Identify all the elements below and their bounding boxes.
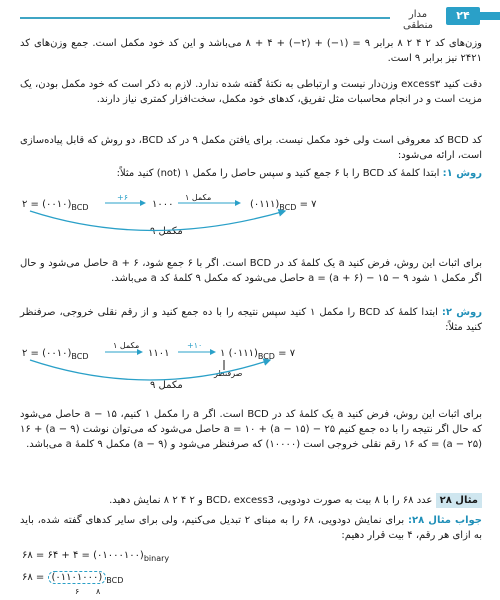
answer-28 [20,513,482,543]
m2-arrow-comp9 [30,360,270,380]
page-number: ۲۴ [446,7,480,25]
m2-ignore-label: صرفنظر [214,369,243,378]
paragraph-excess3: دقت کنید excess۳ وزن‌دار نیست و ارتباطی به نکتهٔ گفته شده ندارد. لازم به ذکر است که خود مکمل بودن، یک مزیت است و در انجام محاسبات مثل تفریق، کدهای خود مکمل، سخت‌افزار کمتری نیاز دارند. [20,79,482,105]
example-28 [20,493,482,508]
m1-right-expr: $(۰۱۱۱)_{BCD}$ = ۷ [250,199,317,212]
digit-six: ۶ [75,587,80,596]
method1-text: ابتدا کلمهٔ کد BCD را با ۶ جمع کنید و سپس حاصل را مکمل ۱ (not) کنید مثلاً: [116,168,440,179]
digit-eight: ۸ [96,587,101,596]
paragraph-proof2: برای اثبات این روش، فرض کنید a یک کلمهٔ کد در BCD است. اگر a را مکمل ۱ کنیم، a − ۱۵ حاصل می‌شود که حال اگر نتیجه را با ده جمع کنیم ۲۵ − a = ۱۰ + (a − ۱۵) حاصل می‌شود که می‌توان نوشت (a − ۹) + ۱۶ = (a − ۲۵) که ۱۶ رقم نقلی خروجی است (۱۰۰۰۰) که صرفنظر می‌شود و (a − ۹) مکمل ۹ کلمهٔ a می‌باشد. [20,409,483,450]
example-text: عدد ۶۸ را با ۸ بیت به صورت دودویی، BCD، excess3 و ۲ ۴ ۲ ۸ نمایش دهید. [109,495,433,506]
m2-right-expr: ۱ $(۰۱۱۱)_{BCD}$ = ۷ [220,348,296,361]
m1-plus6-label: +۶ [117,193,128,202]
m1-left-expr: ۲ = $(۰۰۱۰)_{BCD}$ [22,199,89,212]
method2-text: ابتدا کلمهٔ کد BCD را مکمل ۱ کنید سپس نتیجه را با ده جمع کنید و از رقم نقلی خروجی، صرفنظر کنید مثلاً: [20,307,482,333]
m1-comp9-label: مکمل ۹ [150,226,183,237]
method2-label: روش ۲: [441,307,482,318]
m2-left-expr: ۲ = $(۰۰۱۰)_{BCD}$ [22,348,89,361]
chapter-title: مدار منطقی [403,9,433,31]
m1-comp1-label: مکمل ۱ [185,193,212,202]
m2-mid-value: ۱۱۰۱ [148,348,170,359]
answer-text: برای نمایش دودویی، ۶۸ را به مبنای ۲ تبدیل می‌کنیم، ولی برای سایر کدهای گفته شده، باید به ازای هر رقم، ۴ بیت قرار دهیم: [20,515,482,541]
answer-eq-bcd: ۶۸ = (۰۱۱۰۱۰۰۰) $_{BCD}$ [22,572,124,585]
method1-label: روش ۱: [442,168,482,179]
paragraph-bcd: کد BCD کد معروفی است ولی خود مکمل نیست. برای یافتن مکمل ۹ در کد BCD، دو روش که قابل پیاده‌سازی است، ارائه می‌شود: [20,135,482,161]
answer-eq-binary: ۶۸ = ۶۴ + ۴ = $(۰۱۰۰۰۱۰۰)_{binary}$ [22,550,170,563]
paragraph-proof1: برای اثبات این روش، فرض کنید a یک کلمهٔ کد در BCD است. اگر با ۶ جمع شود، a + ۶ حاصل می‌شود و حال اگر مکمل ۱ شود ۹ − a = (a + ۶) − ۱۵ حاصل می‌شود که مکمل ۹ کلمهٔ کد a می‌باشد. [20,258,482,284]
m1-mid-value: ۱۰۰۰ [152,199,174,210]
m2-comp1-label: مکمل ۱ [113,341,140,350]
paragraph-weights: وزن‌های کد ۲ ۴ ۲ ۸ برابر ۹ = (۱−) + (۲−) + ۴ + ۸ می‌باشد و این کد خود مکمل است. جمع وزن‌های کد ۲۴۲۱ نیز برابر ۹ است. [20,38,482,64]
answer-label: جواب مثال ۲۸: [407,515,482,526]
example-label: مثال ۲۸ [436,493,482,508]
m2-plus10-label: +۱۰ [187,341,203,350]
m2-comp9-label: مکمل ۹ [150,380,183,391]
